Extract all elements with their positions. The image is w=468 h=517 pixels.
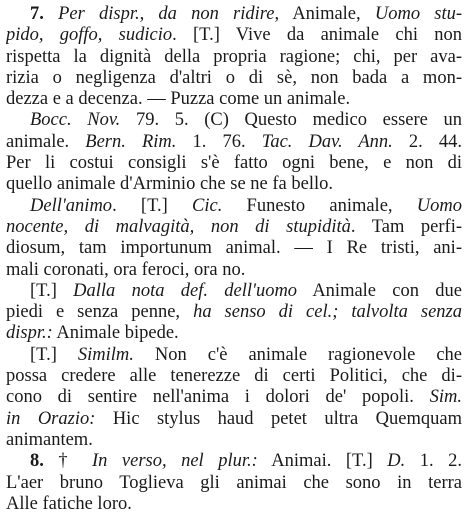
- text-segment: animale.: [6, 131, 86, 152]
- text-segment: . Tam perfi-: [350, 216, 462, 237]
- text-segment: animantem.: [6, 429, 93, 450]
- text-line: [6, 25, 462, 46]
- text-line: [6, 238, 462, 259]
- text-line: [6, 4, 462, 25]
- text-line: [6, 89, 462, 110]
- text-segment: L'aer bruno Toglieva gli animai che sono in terra: [6, 472, 462, 493]
- italic-segment: Bocc. Nov.: [30, 110, 121, 131]
- text-segment: †: [58, 451, 92, 472]
- text-line: [6, 217, 462, 238]
- text-segment: Non c'è animale ragionevole che: [133, 344, 462, 365]
- italic-segment: In verso, nel plur.:: [92, 451, 258, 472]
- text-line: [6, 281, 462, 302]
- italic-segment: Uomo: [416, 195, 462, 216]
- text-segment: 1. 2.: [405, 451, 462, 472]
- text-segment: . [T.] Vive da animale chi non: [172, 25, 462, 46]
- italic-segment: Cic.: [192, 195, 223, 216]
- italic-segment: D.: [387, 451, 406, 472]
- text-segment: . [T.]: [112, 195, 192, 216]
- text-segment: diosum, tam importunum animal. — I Re tristi, ani-: [6, 238, 462, 259]
- text-line: [6, 451, 462, 472]
- text-line: [6, 430, 462, 451]
- text-segment: Animale bipede.: [52, 323, 179, 344]
- text-segment: , Animale,: [274, 4, 375, 24]
- text-segment: Animale con due: [297, 280, 462, 301]
- text-line: [6, 345, 462, 366]
- text-segment: rizia o negligenza d'altri o di sè, non bada a mon-: [6, 67, 462, 88]
- text-line: [6, 68, 462, 89]
- text-line: [6, 409, 462, 430]
- text-line: [6, 174, 462, 195]
- italic-segment: Sim.: [429, 387, 462, 408]
- italic-segment: in Orazio:: [6, 408, 96, 429]
- text-line: [6, 153, 462, 174]
- italic-segment: Uomo stu-: [374, 4, 462, 24]
- italic-segment: nocente, di malvagità, non di stupidità: [6, 216, 351, 237]
- text-segment: Funesto animale,: [222, 195, 417, 216]
- text-line: [6, 323, 462, 344]
- italic-segment: Per dispr., da non ridire: [58, 4, 275, 24]
- text-segment: Per li costui consigli s'è fatto ogni bene, e non di: [6, 153, 462, 174]
- text-segment: Animai. [T.]: [257, 451, 388, 472]
- text-line: [6, 110, 462, 131]
- text-line: [6, 473, 462, 494]
- text-line: [6, 132, 462, 153]
- text-line: [6, 47, 462, 68]
- text-segment: 2. 44.: [392, 131, 462, 152]
- text-line: [6, 196, 462, 217]
- text-line: [6, 302, 462, 323]
- italic-segment: ha senso di cel.; talvolta senza: [193, 302, 462, 323]
- italic-segment: Bern. Rim.: [85, 131, 177, 152]
- italic-segment: pido, goffo, sudicio: [6, 25, 173, 46]
- sense-number: 7.: [30, 4, 59, 24]
- text-segment: possa credere alle tenerezze di certi Politici, che di-: [6, 366, 462, 387]
- italic-segment: Dalla nota def. dell'uomo: [73, 280, 298, 301]
- entry-text: [6, 4, 462, 515]
- italic-segment: Tac. Dav. Ann.: [261, 131, 393, 152]
- text-line: [6, 494, 462, 515]
- italic-segment: dispr.:: [6, 323, 53, 344]
- text-segment: Hic stylus haud petet ultra Quemquam: [95, 408, 462, 429]
- text-segment: [T.]: [30, 280, 74, 301]
- sense-number: 8.: [30, 451, 59, 472]
- text-segment: Alle fatiche loro.: [6, 493, 132, 514]
- text-segment: 79. 5. (C) Questo medico essere un: [120, 110, 462, 131]
- text-segment: rispetta la dignità della propria ragione; chi, per ava-: [6, 46, 462, 67]
- italic-segment: Similm.: [77, 344, 134, 365]
- text-segment: [T.]: [30, 344, 78, 365]
- text-line: [6, 387, 462, 408]
- text-segment: cono di sentire nell'anima i dolori de' popoli.: [6, 387, 430, 408]
- text-segment: mali coronati, ora feroci, ora no.: [6, 259, 246, 280]
- text-line: [6, 260, 462, 281]
- text-segment: piedi e senza penne,: [6, 302, 194, 323]
- text-segment: quello animale d'Arminio che se ne fa bello.: [6, 174, 333, 195]
- text-line: [6, 366, 462, 387]
- text-segment: 1. 76.: [176, 131, 262, 152]
- italic-segment: Dell'animo: [30, 195, 113, 216]
- text-segment: dezza e a decenza. — Puzza come un animale.: [6, 89, 351, 110]
